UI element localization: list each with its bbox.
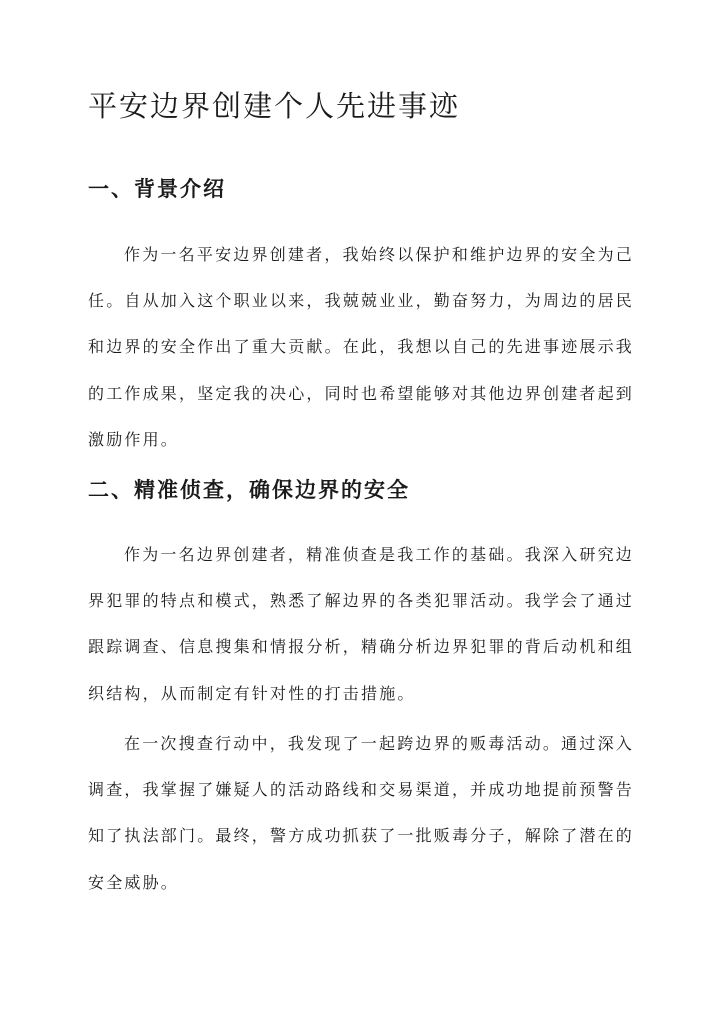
paragraph-background: 作为一名平安边界创建者，我始终以保护和维护边界的安全为己任。自从加入这个职业以来，我兢兢业业，勤奋努力，为周边的居民和边界的安全作出了重大贡献。在此，我想以自己的先进事迹展示我的工作成果，坚定我的决心，同时也希望能够对其他边界创建者起到激励作用。	[88, 245, 635, 449]
document-title: 平安边界创建个人先进事迹	[88, 89, 461, 123]
paragraph-investigation-basis: 作为一名边界创建者，精准侦查是我工作的基础。我深入研究边界犯罪的特点和模式，熟悉了解边界的各类犯罪活动。我学会了通过跟踪调查、信息搜集和情报分析，精确分析边界犯罪的背后动机和组织结构，从而制定有针对性的打击措施。	[88, 545, 635, 703]
section-heading-precise-investigation: 二、精准侦查，确保边界的安全	[88, 477, 410, 502]
paragraph-drug-case: 在一次搜查行动中，我发现了一起跨边界的贩毒活动。通过深入调查，我掌握了嫌疑人的活动路线和交易渠道，并成功地提前预警告知了执法部门。最终，警方成功抓获了一批贩毒分子，解除了潜在的安全威胁。	[88, 734, 635, 892]
section-heading-background: 一、背景介绍	[88, 176, 226, 201]
